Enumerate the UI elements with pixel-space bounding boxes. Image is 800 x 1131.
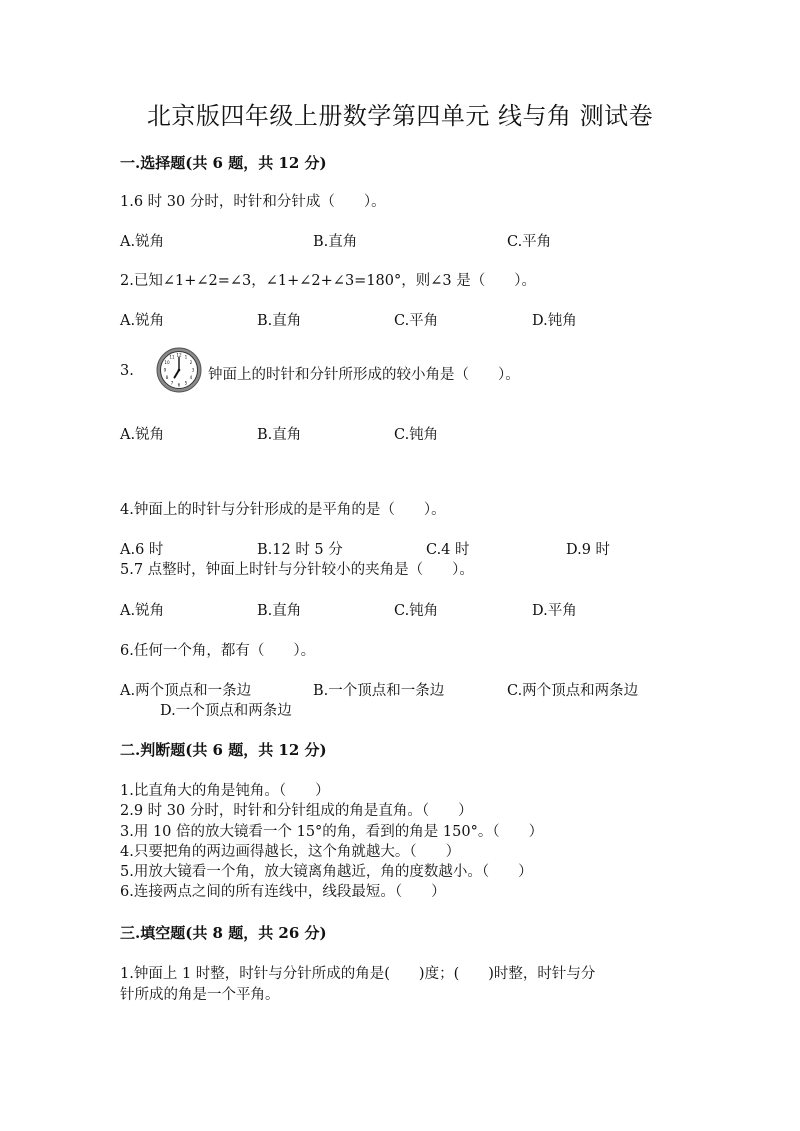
question-3: 钟面上的时针和分针所形成的较小角是（ ）。 (208, 367, 520, 383)
section-heading-choice: 一.选择题(共 6 题，共 12 分) (120, 154, 327, 172)
question-1: 1.6 时 30 分时，时针和分针成（ ）。 (120, 194, 386, 210)
q4-option-c: C.4 时 (426, 542, 470, 558)
section-heading-fill: 三.填空题(共 8 题，共 26 分) (120, 924, 327, 942)
svg-text:8: 8 (165, 375, 169, 381)
q4-option-d: D.9 时 (566, 542, 611, 558)
q2-option-c: C.平角 (394, 313, 439, 329)
svg-text:12: 12 (176, 352, 182, 358)
svg-text:9: 9 (163, 367, 167, 373)
q5-option-b: B.直角 (257, 603, 302, 619)
q2-option-d: D.钝角 (532, 313, 577, 329)
clock-icon (155, 346, 203, 394)
q6-option-a: A.两个顶点和一条边 (120, 683, 252, 699)
svg-text:2: 2 (189, 359, 193, 365)
judge-item-5: 5.用放大镜看一个角，放大镜离角越近，角的度数越小。（ ） (120, 864, 533, 880)
q2-option-a: A.锐角 (120, 313, 165, 329)
q3-option-c: C.钝角 (394, 427, 439, 443)
fill-item-1-line-2: 针所成的角是一个平角。 (120, 987, 280, 1003)
question-5: 5.7 点整时，钟面上时针与分针较小的夹角是（ ）。 (120, 562, 474, 578)
q5-option-c: C.钝角 (394, 603, 439, 619)
q4-option-a: A.6 时 (120, 542, 164, 558)
q1-option-b: B.直角 (313, 234, 358, 250)
svg-text:10: 10 (164, 359, 170, 365)
q6-option-b: B.一个顶点和一条边 (313, 683, 445, 699)
q6-option-c: C.两个顶点和两条边 (507, 683, 639, 699)
q1-option-c: C.平角 (507, 234, 552, 250)
fill-item-1-line-1: 1.钟面上 1 时整，时针与分针所成的角是( )度；( )时整，时针与分 (120, 966, 596, 982)
q3-option-b: B.直角 (257, 427, 302, 443)
q3-option-a: A.锐角 (120, 427, 165, 443)
judge-item-3: 3.用 10 倍的放大镜看一个 15°的角，看到的角是 150°。（ ） (120, 824, 544, 840)
judge-item-4: 4.只要把角的两边画得越长，这个角就越大。（ ） (120, 844, 461, 860)
q5-option-d: D.平角 (532, 603, 577, 619)
q4-option-b: B.12 时 5 分 (257, 542, 343, 558)
question-4: 4.钟面上的时针与分针形成的是平角的是（ ）。 (120, 502, 446, 518)
question-3-number: 3. (120, 363, 134, 379)
q6-option-d: D.一个顶点和两条边 (160, 703, 292, 719)
judge-item-6: 6.连接两点之间的所有连线中，线段最短。（ ） (120, 884, 446, 900)
page-title: 北京版四年级上册数学第四单元 线与角 测试卷 (146, 102, 654, 130)
svg-text:3: 3 (191, 367, 195, 373)
q5-option-a: A.锐角 (120, 603, 165, 619)
svg-text:4: 4 (189, 375, 193, 381)
section-heading-judge: 二.判断题(共 6 题，共 12 分) (120, 741, 327, 759)
question-6: 6.任何一个角，都有（ ）。 (120, 643, 316, 659)
svg-text:7: 7 (170, 380, 174, 386)
svg-text:1: 1 (184, 354, 188, 360)
svg-text:5: 5 (184, 380, 188, 386)
q1-option-a: A.锐角 (120, 234, 165, 250)
judge-item-2: 2.9 时 30 分时，时针和分针组成的角是直角。（ ） (120, 803, 473, 819)
judge-item-1: 1.比直角大的角是钝角。（ ） (120, 783, 330, 799)
svg-text:6: 6 (177, 382, 181, 388)
q2-option-b: B.直角 (257, 313, 302, 329)
svg-text:11: 11 (169, 354, 175, 360)
question-2: 2.已知∠1+∠2=∠3，∠1+∠2+∠3=180°，则∠3 是（ ）。 (120, 273, 536, 289)
